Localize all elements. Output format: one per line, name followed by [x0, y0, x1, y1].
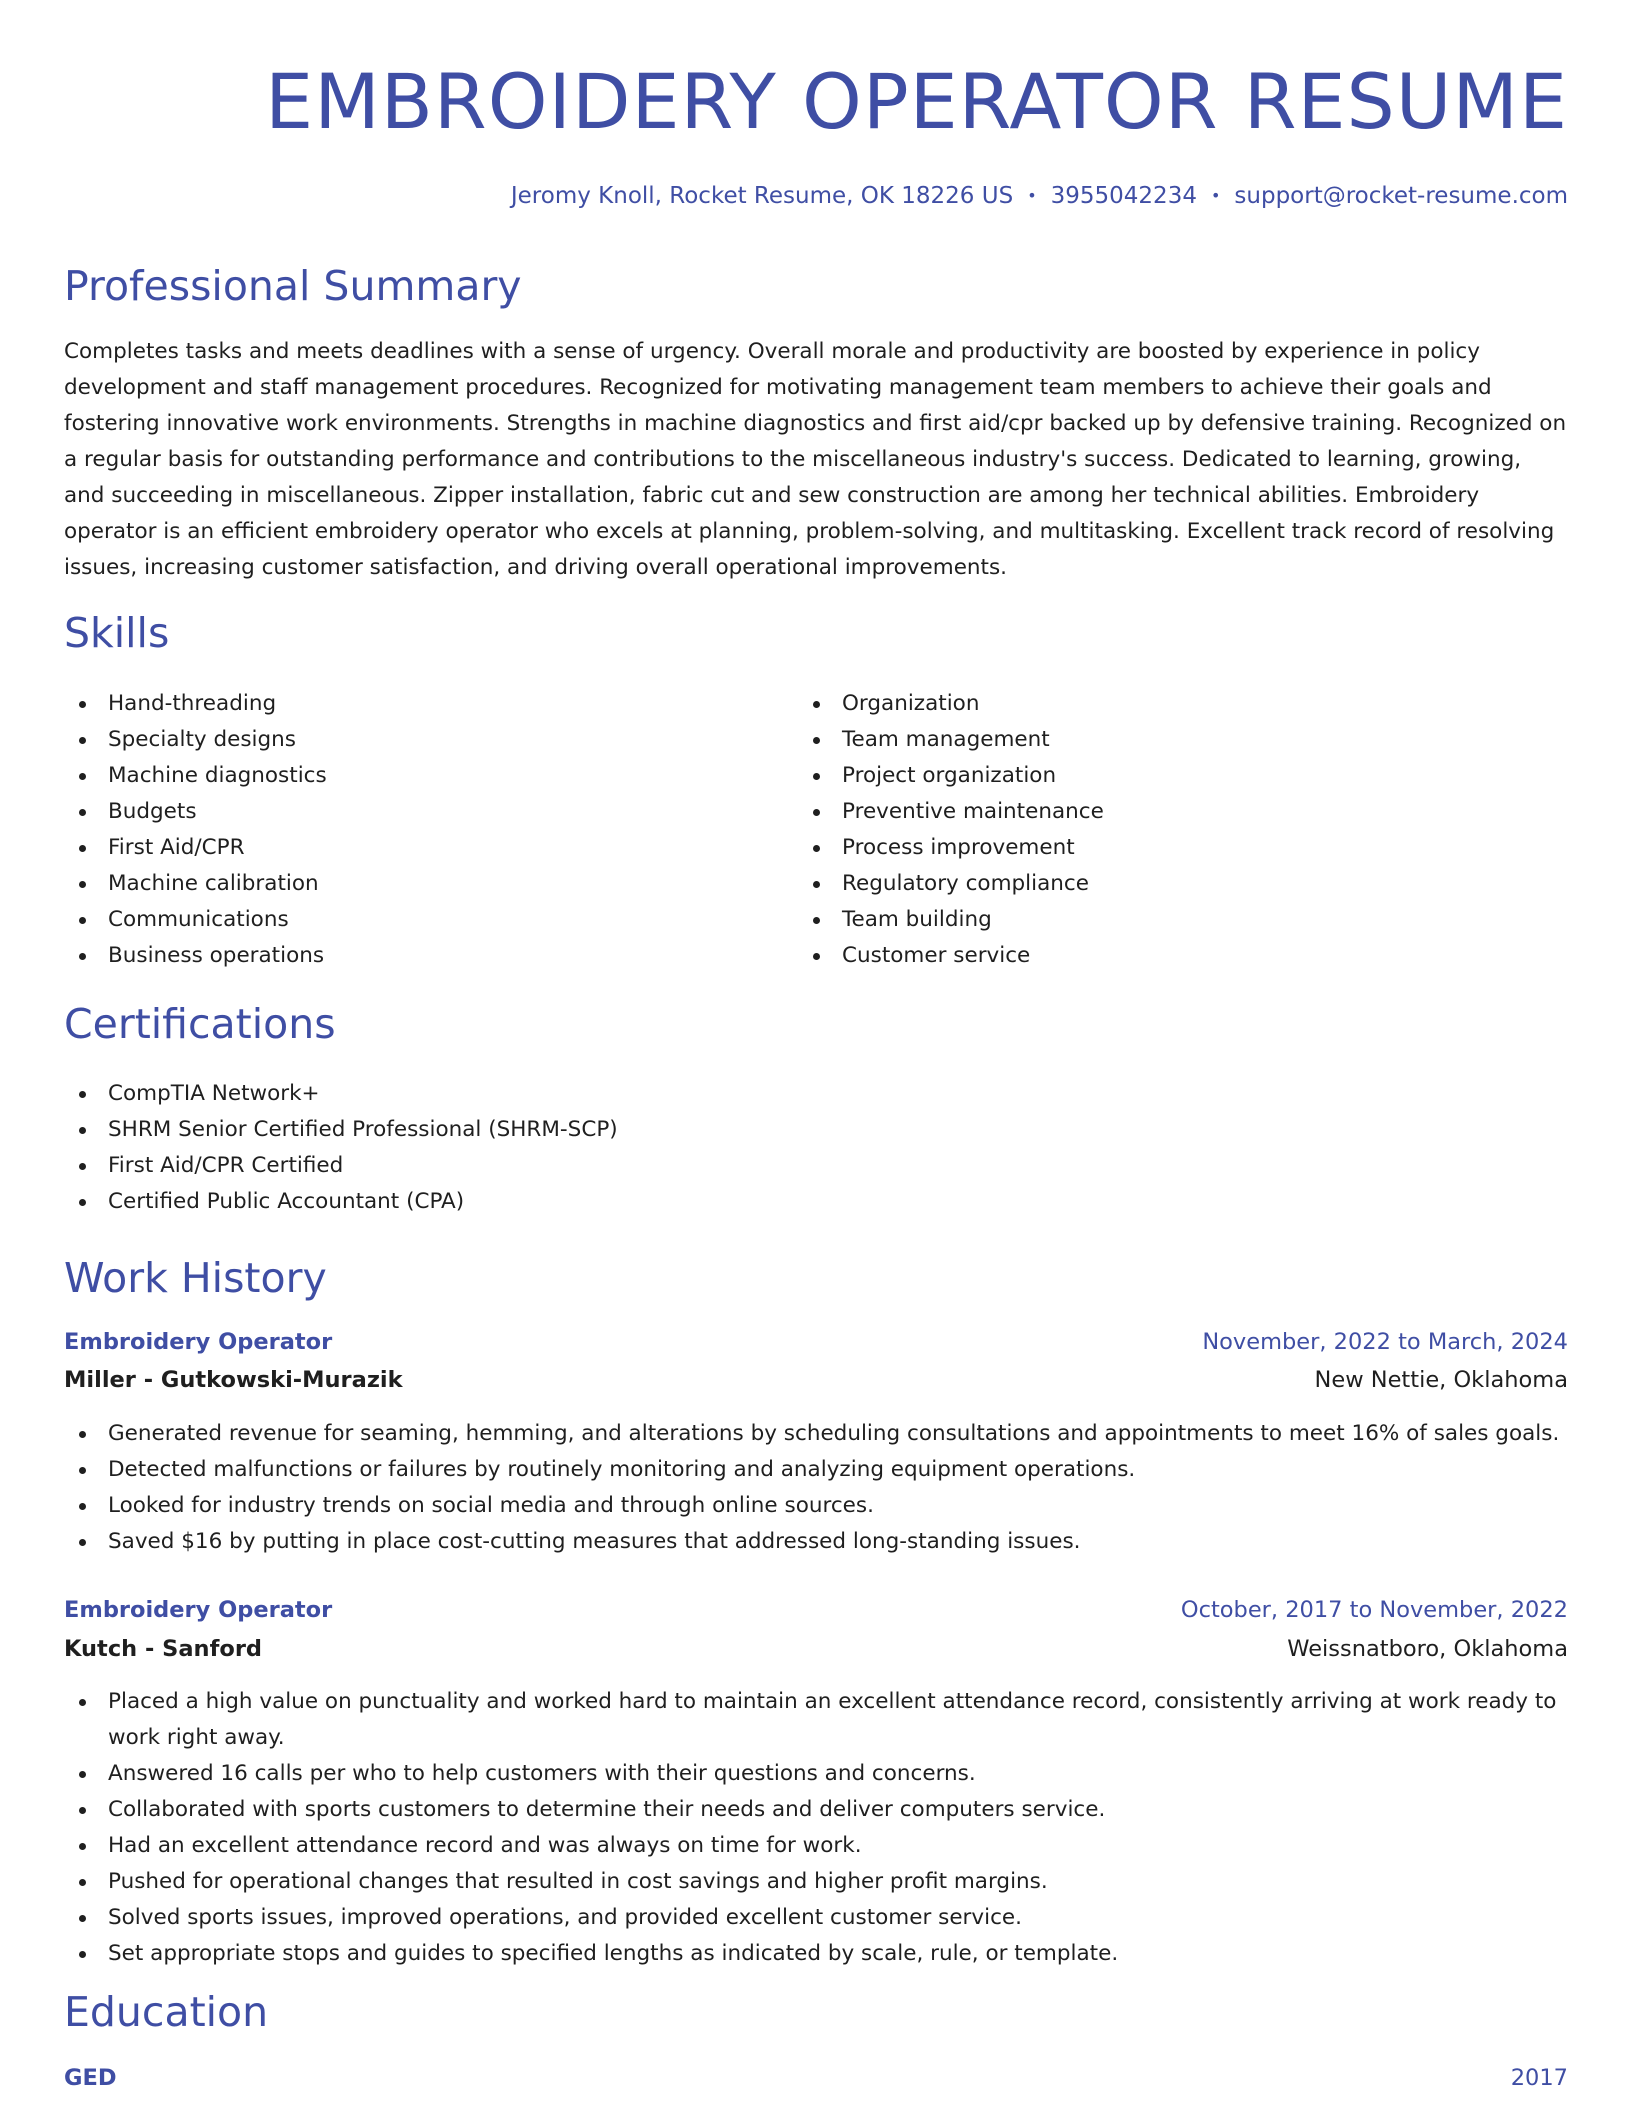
skill-item: First Aid/CPR — [64, 830, 764, 866]
job-bullet: Answered 16 calls per who to help customers with their questions and concerns. — [64, 1756, 1568, 1792]
certification-item: First Aid/CPR Certified — [64, 1148, 1568, 1184]
certification-item: SHRM Senior Certified Professional (SHRM-SCP) — [64, 1112, 1568, 1148]
skill-item: Organization — [798, 686, 1498, 722]
job-company: Miller - Gutkowski-Murazik — [64, 1367, 403, 1393]
contact-phone: 3955042234 — [1050, 183, 1197, 209]
job-dates: November, 2022 to March, 2024 — [1202, 1329, 1568, 1355]
work-history-heading: Work History — [64, 1254, 327, 1302]
certification-item: Certified Public Accountant (CPA) — [64, 1184, 1568, 1220]
skills-right-column — [798, 686, 1498, 974]
skill-item: Communications — [64, 902, 764, 938]
job-bullet: Solved sports issues, improved operations, and provided excellent customer service. — [64, 1900, 1568, 1936]
education-heading: Education — [64, 1988, 269, 2036]
job-bullet: Had an excellent attendance record and was always on time for work. — [64, 1828, 1568, 1864]
job-bullets — [64, 1416, 1568, 1560]
skill-item: Business operations — [64, 938, 764, 974]
certifications-list — [64, 1076, 1568, 1220]
job-title: Embroidery Operator — [64, 1597, 333, 1623]
job-title: Embroidery Operator — [64, 1329, 333, 1355]
skill-item: Budgets — [64, 794, 764, 830]
job-bullets — [64, 1684, 1568, 1972]
skill-item: Team building — [798, 902, 1498, 938]
skill-item: Project organization — [798, 758, 1498, 794]
job-company: Kutch - Sanford — [64, 1636, 263, 1662]
job-bullet: Generated revenue for seaming, hemming, and alterations by scheduling consultations and appointments to meet 16% of sales goals. — [64, 1416, 1568, 1452]
resume-title: EMBROIDERY OPERATOR RESUME — [265, 57, 1568, 146]
job-dates: October, 2017 to November, 2022 — [1180, 1597, 1568, 1623]
job-bullet: Collaborated with sports customers to determine their needs and deliver computers service. — [64, 1792, 1568, 1828]
certifications-heading: Certifications — [64, 1000, 336, 1048]
job-location: New Nettie, Oklahoma — [1314, 1367, 1568, 1393]
skill-item: Hand-threading — [64, 686, 764, 722]
skill-item: Machine diagnostics — [64, 758, 764, 794]
skill-item: Regulatory compliance — [798, 866, 1498, 902]
summary-heading: Professional Summary — [64, 262, 522, 310]
education-degree: GED — [64, 2065, 117, 2091]
skills-heading: Skills — [64, 609, 170, 657]
skill-item: Specialty designs — [64, 722, 764, 758]
skill-item: Process improvement — [798, 830, 1498, 866]
contact-separator: • — [1210, 186, 1221, 205]
skills-left-column — [64, 686, 764, 974]
contact-email: support@rocket-resume.com — [1234, 183, 1568, 209]
job-bullet: Saved $16 by putting in place cost-cutting measures that addressed long-standing issues. — [64, 1524, 1568, 1560]
summary-text: Completes tasks and meets deadlines with a sense of urgency. Overall morale and productivity are boosted by experience in policy development and staff management procedures. Recognized for motivating management team members to achieve their goals and fostering innovative work environments. Strengths in machine diagnostics and first aid/cpr backed up by defensive training. Recognized on a regular basis for outstanding performance and contributions to the miscellaneous industry's success. Dedicated to learning, growing, and succeeding in miscellaneous. Zipper installation, fabric cut and sew construction are among her technical abilities. Embroidery operator is an efficient embroidery operator who excels at planning, problem-solving, and multitasking. Excellent track record of resolving issues, increasing customer satisfaction, and driving overall operational improvements. — [64, 339, 1567, 580]
education-year: 2017 — [1510, 2065, 1568, 2091]
job-location: Weissnatboro, Oklahoma — [1287, 1636, 1568, 1662]
skill-item: Preventive maintenance — [798, 794, 1498, 830]
skill-item: Team management — [798, 722, 1498, 758]
contact-line — [511, 180, 1568, 212]
skill-item: Machine calibration — [64, 866, 764, 902]
contact-address: Jeromy Knoll, Rocket Resume, OK 18226 US — [510, 183, 1014, 209]
skill-item: Customer service — [798, 938, 1498, 974]
contact-separator: • — [1027, 186, 1037, 205]
job-bullet: Set appropriate stops and guides to specified lengths as indicated by scale, rule, or template. — [64, 1936, 1568, 1972]
certification-item: CompTIA Network+ — [64, 1076, 1568, 1112]
job-bullet: Placed a high value on punctuality and worked hard to maintain an excellent attendance record, consistently arriving at work ready to work right away. — [64, 1684, 1568, 1756]
job-bullet: Detected malfunctions or failures by routinely monitoring and analyzing equipment operations. — [64, 1452, 1568, 1488]
job-bullet: Looked for industry trends on social media and through online sources. — [64, 1488, 1568, 1524]
job-bullet: Pushed for operational changes that resulted in cost savings and higher profit margins. — [64, 1864, 1568, 1900]
